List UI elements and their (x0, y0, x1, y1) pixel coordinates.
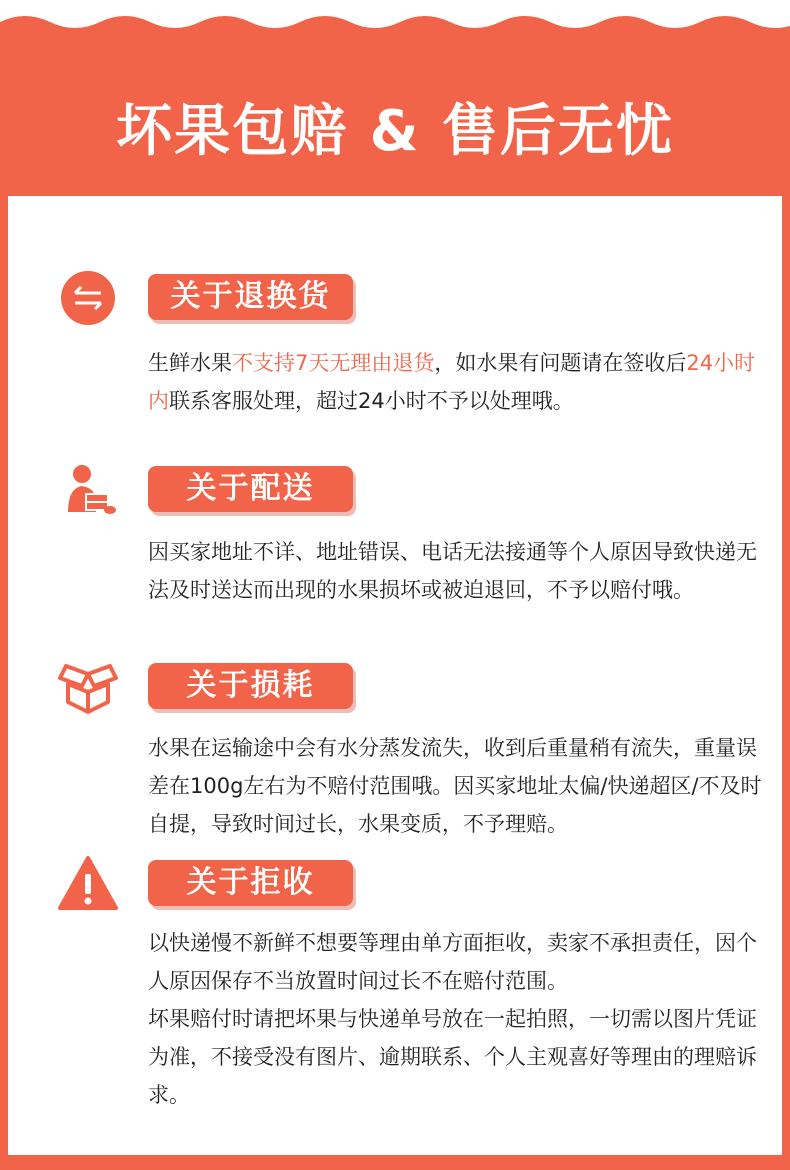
section-heading-refusal: 关于拒收 (148, 860, 353, 906)
returns-text-3: 联系客服处理，超过24小时不予以处理哦。 (169, 389, 574, 413)
content-panel (8, 196, 782, 1155)
wavy-top-border (0, 0, 790, 40)
warning-icon (58, 854, 118, 914)
returns-highlight-24h: 24小时内 (148, 351, 756, 413)
section-heading-delivery: 关于配送 (148, 466, 353, 512)
section-body-loss: 水果在运输途中会有水分蒸发流失，收到后重量稍有流失，重量误差在100g左右为不赔付范围哦。因买家地址太偏/快递超区/不及时自提，导致时间过长，水果变质，不予理赔。 (148, 736, 762, 836)
exchange-icon (58, 268, 118, 328)
returns-text-2: ，如水果有问题请在签收后 (434, 351, 687, 375)
section-heading-returns: 关于退换货 (148, 274, 353, 320)
section-body-returns (148, 344, 768, 420)
returns-text-1: 生鲜水果 (148, 351, 232, 375)
section-heading-loss: 关于损耗 (148, 663, 353, 709)
delivery-person-icon (60, 462, 120, 522)
section-body-delivery: 因买家地址不详、地址错误、电话无法接通等个人原因导致快递无法及时送达而出现的水果损坏或被迫退回，不予以赔付哦。 (148, 540, 757, 602)
banner-title: 坏果包赔 & 售后无忧 (116, 99, 674, 164)
open-box-icon (58, 656, 118, 716)
returns-highlight-no-return: 不支持7天无理由退货 (232, 351, 435, 375)
section-body-refusal-photo: 坏果赔付时请把坏果与快递单号放在一起拍照，一切需以图片凭证为准，不接受没有图片、逾期联系、个人主观喜好等理由的理赔诉求。 (148, 1007, 757, 1107)
section-body-refusal: 以快递慢不新鲜不想要等理由单方面拒收，卖家不承担责任，因个人原因保存不当放置时间过长不在赔付范围。 (148, 931, 757, 993)
